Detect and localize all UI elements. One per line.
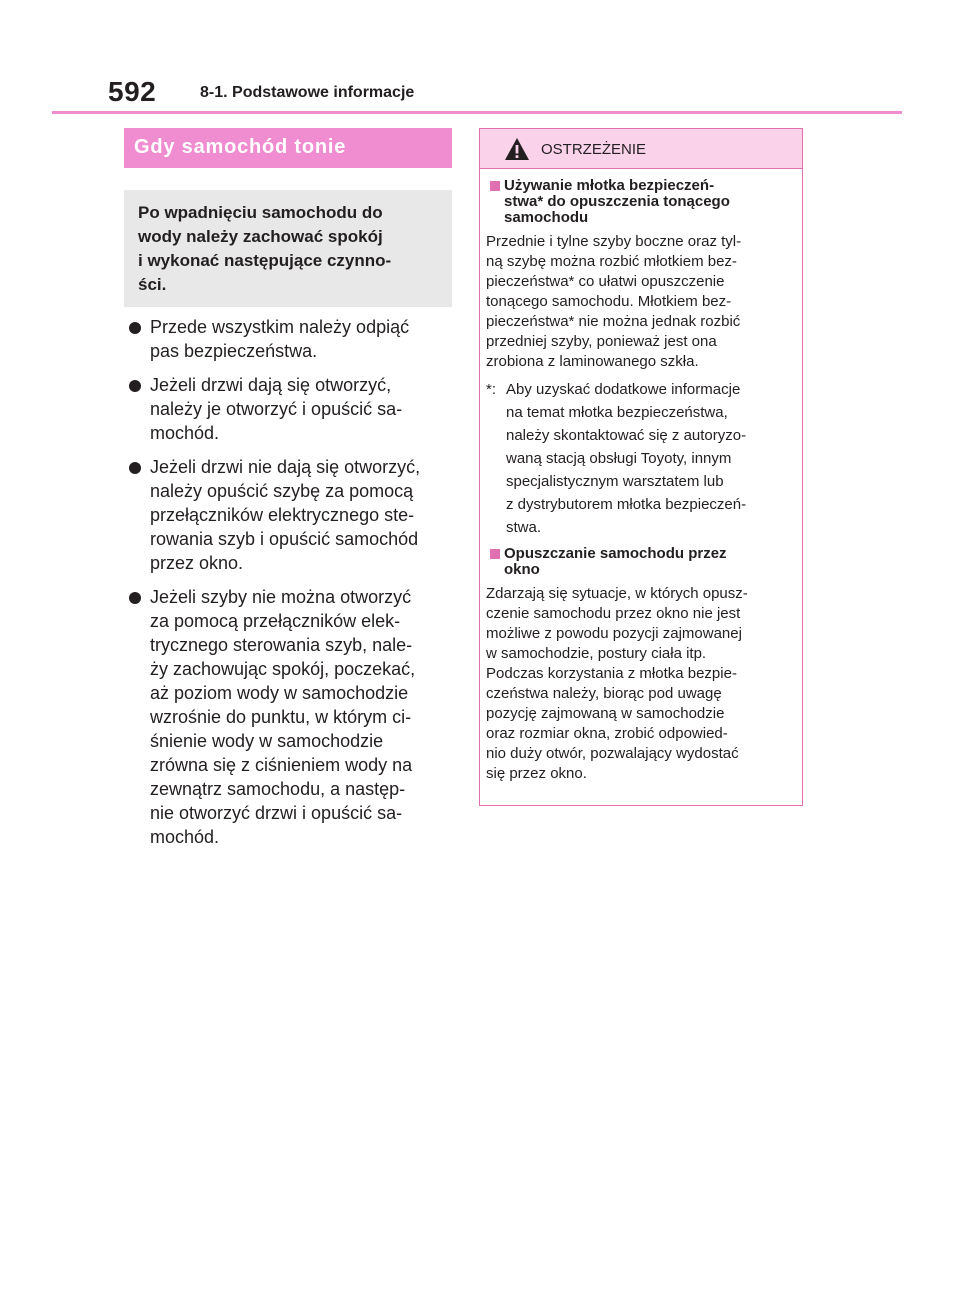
paragraph-line: pieczeństwa* nie można jednak rozbić [486,313,741,330]
warning-header [480,129,802,169]
bullet-dot-icon [129,592,141,604]
subheading-line: samochodu [504,209,589,226]
paragraph-line: czeństwa należy, biorąc pod uwagę [486,685,722,702]
bullet-item [124,315,452,363]
subheading-line: Opuszczanie samochodu przez [504,545,727,562]
square-bullet-icon [490,181,500,191]
footnote-line: na temat młotka bezpieczeństwa, [506,404,728,421]
page-header [108,76,908,116]
bullet-item [124,373,452,445]
paragraph-line: przedniej szyby, ponieważ jest ona [486,333,717,350]
topic-banner: Gdy samochód tonie [124,128,452,168]
bullet-line: śnienie wody w samochodzie [150,731,384,751]
bullet-list [124,315,452,849]
subheading-line: Używanie młotka bezpieczeń- [504,177,715,194]
paragraph-line: zrobiona z laminowanego szkła. [486,353,699,370]
bullet-line: pas bezpieczeństwa. [150,341,318,361]
bullet-line: Jeżeli szyby nie można otworzyć [150,587,412,607]
bullet-dot-icon [129,322,141,334]
subheading-line: okno [504,561,540,578]
paragraph-line: Przednie i tylne szyby boczne oraz tyl- [486,233,742,250]
bullet-line: mochód. [150,423,220,443]
paragraph-line: nio duży otwór, pozwalający wydostać [486,745,739,762]
warning-paragraph [486,584,796,784]
warning-subheading [486,178,796,226]
paragraph-line: oraz rozmiar okna, zrobić odpowied- [486,725,728,742]
footnote [486,378,796,539]
paragraph-line: w samochodzie, postury ciała itp. [486,645,707,662]
paragraph-line: pozycję zajmowaną w samochodzie [486,705,725,722]
intro-line: Po wpadnięciu samochodu do [138,203,383,222]
footnote-line: z dystrybutorem młotka bezpieczeń- [506,496,747,513]
page-number: 592 [108,76,157,107]
warning-title: OSTRZEŻENIE [541,141,647,158]
warning-subheading [486,546,796,578]
intro-line: ści. [138,275,167,294]
footnote-line: specjalistycznym warsztatem lub [506,473,724,490]
intro-line: i wykonać następujące czynno- [138,251,392,270]
bullet-line: należy je otworzyć i opuścić sa- [150,399,403,419]
bullet-line: zewnątrz samochodu, a następ- [150,779,406,799]
bullet-line: nie otworzyć drzwi i opuścić sa- [150,803,403,823]
bullet-line: Jeżeli drzwi nie dają się otworzyć, [150,457,421,477]
bullet-line: mochód. [150,827,220,847]
paragraph-line: możliwe z powodu pozycji zajmowanej [486,625,742,642]
bullet-line: za pomocą przełączników elek- [150,611,401,631]
footnote-line: stwa. [506,519,542,536]
bullet-dot-icon [129,462,141,474]
bullet-line: trycznego sterowania szyb, nale- [150,635,413,655]
paragraph-line: czenie samochodu przez okno nie jest [486,605,741,622]
warning-triangle-icon [504,137,530,161]
footnote-line: należy skontaktować się z autoryzo- [506,427,747,444]
warning-body [480,169,802,784]
square-bullet-icon [490,549,500,559]
bullet-item [124,585,452,849]
paragraph-line: Zdarzają się sytuacje, w których opusz- [486,585,748,602]
bullet-line: Przede wszystkim należy odpiąć [150,317,410,337]
bullet-line: przez okno. [150,553,244,573]
bullet-line: aż poziom wody w samochodzie [150,683,409,703]
paragraph-line: tonącego samochodu. Młotkiem bez- [486,293,732,310]
bullet-line: Jeżeli drzwi dają się otworzyć, [150,375,392,395]
header-rule [52,111,902,114]
bullet-item [124,455,452,575]
bullet-line: ży zachowując spokój, poczekać, [150,659,416,679]
paragraph-line: ną szybę można rozbić młotkiem bez- [486,253,737,270]
warning-box [479,128,803,806]
footnote-line: Aby uzyskać dodatkowe informacje [506,381,741,398]
bullet-line: przełączników elektrycznego ste- [150,505,415,525]
paragraph-line: pieczeństwa* co ułatwi opuszczenie [486,273,725,290]
section-title: 8-1. Podstawowe informacje [200,84,415,101]
left-column [124,128,452,859]
bullet-line: wzrośnie do punktu, w którym ci- [150,707,412,727]
subheading-line: stwa* do opuszczenia tonącego [504,193,730,210]
bullet-line: należy opuścić szybę za pomocą [150,481,414,501]
bullet-line: zrówna się z ciśnieniem wody na [150,755,413,775]
footnote-line: waną stacją obsługi Toyoty, innym [506,450,732,467]
bullet-line: rowania szyb i opuścić samochód [150,529,419,549]
footnote-mark: *: [486,381,497,398]
bullet-dot-icon [129,380,141,392]
paragraph-line: Podczas korzystania z młotka bezpie- [486,665,737,682]
warning-paragraph [486,232,796,372]
intro-line: wody należy zachować spokój [138,227,383,246]
paragraph-line: się przez okno. [486,765,587,782]
intro-box [124,190,452,307]
